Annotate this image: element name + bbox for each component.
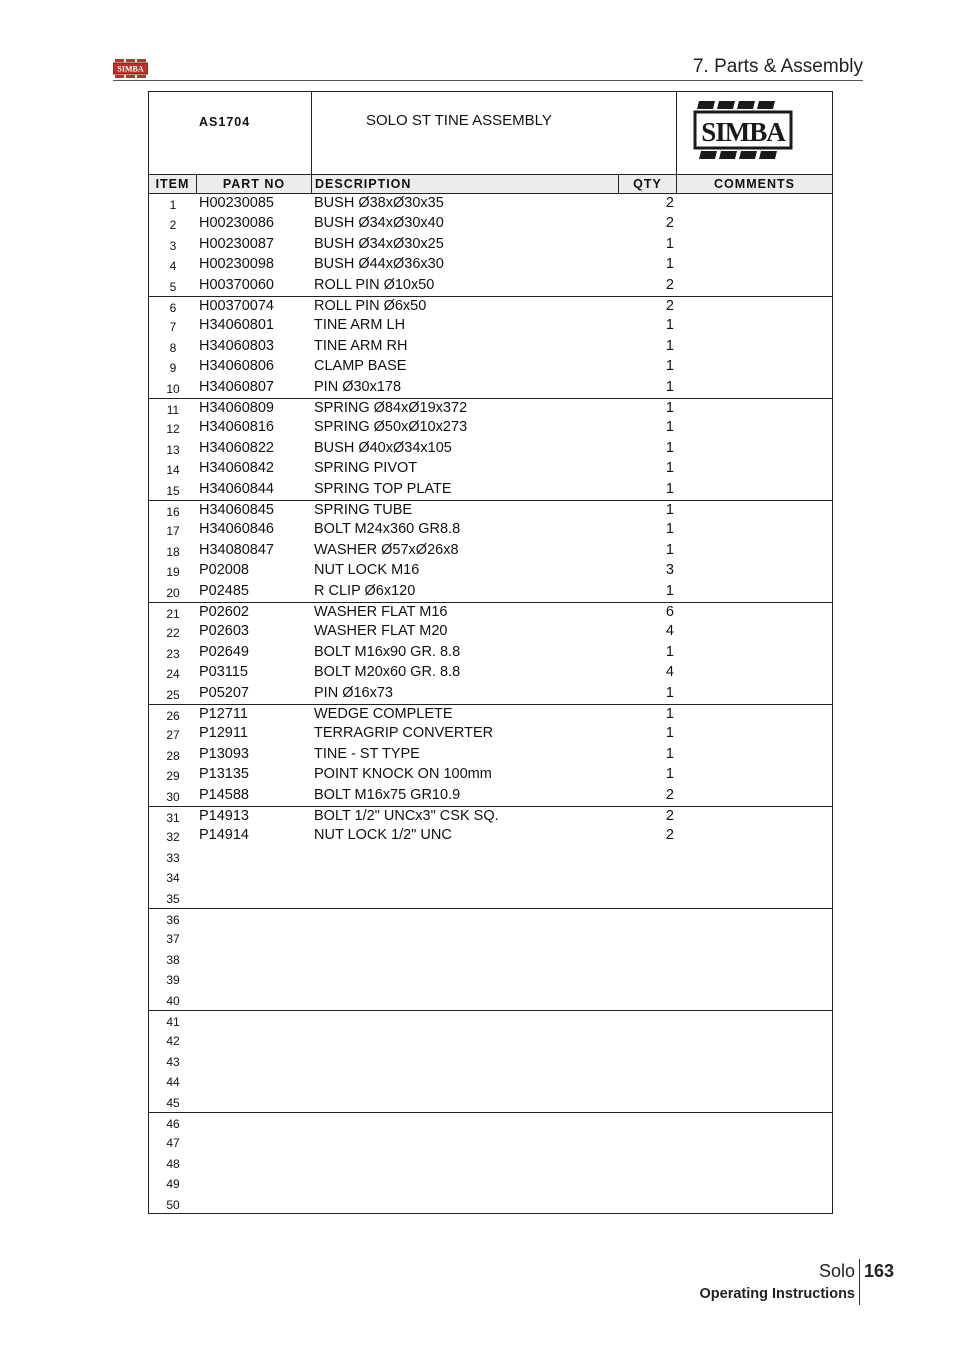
part-number: H34060842 [199, 460, 274, 477]
table-row [149, 1132, 832, 1152]
quantity: 1 [665, 235, 674, 252]
table-row [149, 1051, 832, 1071]
item-number: 2 [169, 218, 177, 233]
part-number: P14913 [199, 808, 249, 824]
part-description: WASHER FLAT M20 [314, 623, 448, 640]
quantity: 1 [665, 745, 674, 762]
table-row [149, 480, 832, 500]
table-row [149, 806, 832, 826]
table-row [149, 357, 832, 377]
quantity: 1 [665, 419, 674, 436]
item-number: 41 [166, 1015, 180, 1029]
part-description: WASHER Ø57xØ26x8 [314, 541, 459, 558]
part-description: ROLL PIN Ø10x50 [314, 276, 435, 293]
quantity: 1 [665, 541, 674, 558]
column-header-description: DESCRIPTION [312, 175, 619, 193]
part-number: H34060803 [199, 337, 274, 354]
simba-brand-logo-icon [693, 98, 793, 162]
item-number: 46 [166, 1117, 180, 1131]
table-row [149, 622, 832, 642]
part-number: P02603 [199, 623, 249, 640]
quantity: 1 [665, 502, 674, 518]
part-description: NUT LOCK M16 [314, 562, 420, 579]
quantity: 1 [665, 684, 674, 701]
part-description: TINE ARM RH [314, 337, 408, 354]
quantity: 2 [665, 786, 674, 803]
header-divider [113, 80, 863, 81]
item-number: 50 [166, 1197, 180, 1212]
item-number: 24 [166, 667, 180, 682]
column-header-item: ITEM [149, 175, 197, 193]
quantity: 4 [665, 623, 674, 640]
item-number: 45 [166, 1095, 180, 1110]
part-description: SPRING TOP PLATE [314, 480, 452, 497]
quantity: 1 [665, 521, 674, 538]
part-description: BOLT 1/2" UNCx3" CSK SQ. [314, 808, 499, 824]
table-row [149, 561, 832, 581]
item-number: 1 [169, 198, 177, 212]
part-number: H34060822 [199, 439, 274, 456]
assembly-description: SOLO ST TINE ASSEMBLY [366, 112, 552, 129]
quantity: 1 [665, 766, 674, 783]
title-block [149, 92, 832, 174]
quantity: 1 [665, 480, 674, 497]
table-row [149, 235, 832, 255]
item-number: 5 [169, 279, 177, 294]
part-description: TINE ARM LH [314, 317, 406, 334]
table-row [149, 969, 832, 989]
quantity: 1 [665, 400, 674, 416]
table-row [149, 459, 832, 479]
item-number: 26 [166, 709, 180, 723]
item-number: 16 [166, 505, 180, 519]
part-description: BUSH Ø34xØ30x25 [314, 235, 444, 252]
item-number: 6 [169, 301, 177, 315]
table-row [149, 276, 832, 296]
part-description: BOLT M24x360 GR8.8 [314, 521, 461, 538]
table-row [149, 826, 832, 846]
item-number: 4 [169, 259, 177, 274]
item-number: 33 [166, 850, 180, 865]
table-row [149, 337, 832, 357]
table-row [149, 745, 832, 765]
section-title: 7. Parts & Assembly [692, 56, 863, 77]
table-row [149, 908, 832, 928]
table-row [149, 1092, 832, 1112]
item-number: 23 [166, 646, 180, 661]
quantity: 2 [665, 195, 674, 211]
table-row [149, 378, 832, 398]
quantity: 1 [665, 378, 674, 395]
table-row [149, 255, 832, 275]
part-description: BOLT M16x90 GR. 8.8 [314, 643, 461, 660]
table-row [149, 316, 832, 336]
item-number: 18 [166, 544, 180, 559]
page-number: 163 [864, 1261, 895, 1281]
part-description: ROLL PIN Ø6x50 [314, 298, 427, 314]
item-number: 9 [169, 361, 177, 376]
item-number: 31 [166, 811, 180, 825]
quantity: 1 [665, 643, 674, 660]
part-number: H34060844 [199, 480, 274, 497]
quantity: 1 [665, 706, 674, 722]
part-number: H34060809 [199, 400, 274, 416]
assembly-code: AS1704 [199, 115, 251, 129]
part-description: WASHER FLAT M16 [314, 604, 448, 620]
part-number: H34060816 [199, 419, 274, 436]
item-number: 49 [166, 1177, 180, 1192]
svg-text:SIMBA: SIMBA [701, 117, 785, 147]
part-description: CLAMP BASE [314, 358, 407, 375]
table-row [149, 1194, 832, 1214]
quantity: 2 [665, 276, 674, 293]
table-row [149, 990, 832, 1010]
product-name: Solo [818, 1261, 855, 1281]
part-number: H34060806 [199, 358, 274, 375]
item-number: 22 [166, 626, 180, 641]
quantity: 1 [665, 439, 674, 456]
table-row [149, 439, 832, 459]
item-number: 42 [166, 1034, 180, 1049]
table-row [149, 602, 832, 622]
quantity: 2 [665, 215, 674, 232]
quantity: 1 [665, 337, 674, 354]
part-description: BUSH Ø38xØ30x35 [314, 195, 444, 211]
item-number: 10 [166, 381, 180, 396]
part-description: R CLIP Ø6x120 [314, 582, 416, 599]
quantity: 2 [665, 298, 674, 314]
column-header-row [149, 174, 832, 194]
quantity: 1 [665, 582, 674, 599]
table-row [149, 949, 832, 969]
item-number: 34 [166, 871, 180, 886]
item-number: 29 [166, 769, 180, 784]
part-number: P02008 [199, 562, 249, 579]
table-row [149, 214, 832, 234]
item-number: 14 [166, 463, 180, 478]
item-number: 11 [166, 403, 180, 417]
document-subtitle: Operating Instructions [699, 1286, 855, 1302]
part-number: H00230086 [199, 215, 274, 232]
table-row [149, 684, 832, 704]
item-number: 48 [166, 1156, 180, 1171]
part-description: BUSH Ø34xØ30x40 [314, 215, 444, 232]
footer-divider [859, 1259, 860, 1305]
column-header-comments: COMMENTS [714, 177, 795, 191]
item-number: 3 [169, 238, 177, 253]
table-row [149, 1071, 832, 1091]
part-description: POINT KNOCK ON 100mm [314, 766, 492, 783]
part-number: P14914 [199, 827, 249, 844]
quantity: 2 [665, 808, 674, 824]
item-number: 17 [166, 524, 180, 539]
item-number: 30 [166, 789, 180, 804]
part-description: TINE - ST TYPE [314, 745, 420, 762]
item-number: 27 [166, 728, 180, 743]
svg-text:SIMBA: SIMBA [117, 64, 144, 74]
table-row [149, 663, 832, 683]
simba-logo-icon [113, 59, 148, 78]
table-row [149, 847, 832, 867]
part-description: BUSH Ø44xØ36x30 [314, 256, 444, 273]
assembly-description-cell [312, 92, 677, 174]
quantity: 1 [665, 317, 674, 334]
item-number: 43 [166, 1054, 180, 1069]
table-row [149, 765, 832, 785]
column-header-part-no: PART NO [197, 175, 312, 193]
table-row [149, 582, 832, 602]
table-row [149, 520, 832, 540]
table-row [149, 1112, 832, 1132]
item-number: 40 [166, 993, 180, 1008]
item-number: 20 [166, 585, 180, 600]
quantity: 4 [665, 664, 674, 681]
part-description: SPRING TUBE [314, 502, 413, 518]
item-number: 47 [166, 1136, 180, 1151]
table-row [149, 867, 832, 887]
part-number: H34060807 [199, 378, 274, 395]
table-row [149, 500, 832, 520]
part-number: P03115 [199, 664, 248, 681]
table-row [149, 398, 832, 418]
part-description: TERRAGRIP CONVERTER [314, 725, 494, 742]
part-number: H00230087 [199, 235, 274, 252]
part-description: BOLT M16x75 GR10.9 [314, 786, 461, 803]
part-number: P05207 [199, 684, 249, 701]
table-row [149, 1030, 832, 1050]
item-number: 7 [169, 320, 177, 335]
table-row [149, 928, 832, 948]
brand-logo-cell [677, 92, 832, 174]
part-description: NUT LOCK 1/2" UNC [314, 827, 452, 844]
part-number: H34060801 [199, 317, 274, 334]
part-number: P14588 [199, 786, 249, 803]
item-number: 32 [166, 830, 180, 845]
table-row [149, 1010, 832, 1030]
quantity: 1 [665, 358, 674, 375]
table-row [149, 724, 832, 744]
part-number: P13093 [199, 745, 249, 762]
table-row [149, 704, 832, 724]
table-row [149, 643, 832, 663]
quantity: 3 [665, 562, 674, 579]
quantity: 1 [665, 256, 674, 273]
item-number: 13 [166, 442, 180, 457]
item-number: 38 [166, 952, 180, 967]
item-number: 36 [166, 913, 180, 927]
part-number: H00230085 [199, 195, 274, 211]
assembly-code-cell [149, 92, 312, 174]
part-number: P12911 [199, 725, 248, 742]
table-row [149, 786, 832, 806]
part-description: SPRING Ø84xØ19x372 [314, 400, 468, 416]
item-number: 39 [166, 973, 180, 988]
column-header-qty: QTY [619, 175, 677, 193]
part-number: H34060846 [199, 521, 274, 538]
parts-sheet [148, 91, 833, 1214]
quantity: 1 [665, 725, 674, 742]
part-description: PIN Ø16x73 [314, 684, 393, 701]
item-number: 44 [166, 1075, 180, 1090]
part-number: P13135 [199, 766, 249, 783]
table-row [149, 418, 832, 438]
part-number: H34060845 [199, 502, 274, 518]
table-row [149, 296, 832, 316]
part-description: PIN Ø30x178 [314, 378, 402, 395]
table-row [149, 888, 832, 908]
quantity: 6 [665, 604, 674, 620]
table-row [149, 541, 832, 561]
item-number: 12 [166, 422, 180, 437]
item-number: 15 [166, 483, 180, 498]
item-number: 35 [166, 891, 180, 906]
part-number: H00370074 [199, 298, 274, 314]
item-number: 25 [166, 687, 180, 702]
item-number: 8 [169, 340, 177, 355]
part-description: SPRING PIVOT [314, 460, 418, 477]
part-description: SPRING Ø50xØ10x273 [314, 419, 468, 436]
item-number: 19 [166, 565, 180, 580]
part-number: P02649 [199, 643, 249, 660]
item-number: 37 [166, 932, 180, 947]
part-number: H00370060 [199, 276, 274, 293]
part-description: BUSH Ø40xØ34x105 [314, 439, 452, 456]
table-row [149, 1153, 832, 1173]
quantity: 1 [665, 460, 674, 477]
table-row [149, 194, 832, 214]
part-number: P12711 [199, 706, 248, 722]
part-number: H00230098 [199, 256, 274, 273]
item-number: 28 [166, 748, 180, 763]
part-number: P02485 [199, 582, 249, 599]
quantity: 2 [665, 827, 674, 844]
table-row [149, 1173, 832, 1193]
part-number: P02602 [199, 604, 249, 620]
part-description: WEDGE COMPLETE [314, 706, 453, 722]
part-description: BOLT M20x60 GR. 8.8 [314, 664, 461, 681]
part-number: H34080847 [199, 541, 274, 558]
parts-table-body [149, 194, 832, 1214]
item-number: 21 [166, 607, 180, 621]
